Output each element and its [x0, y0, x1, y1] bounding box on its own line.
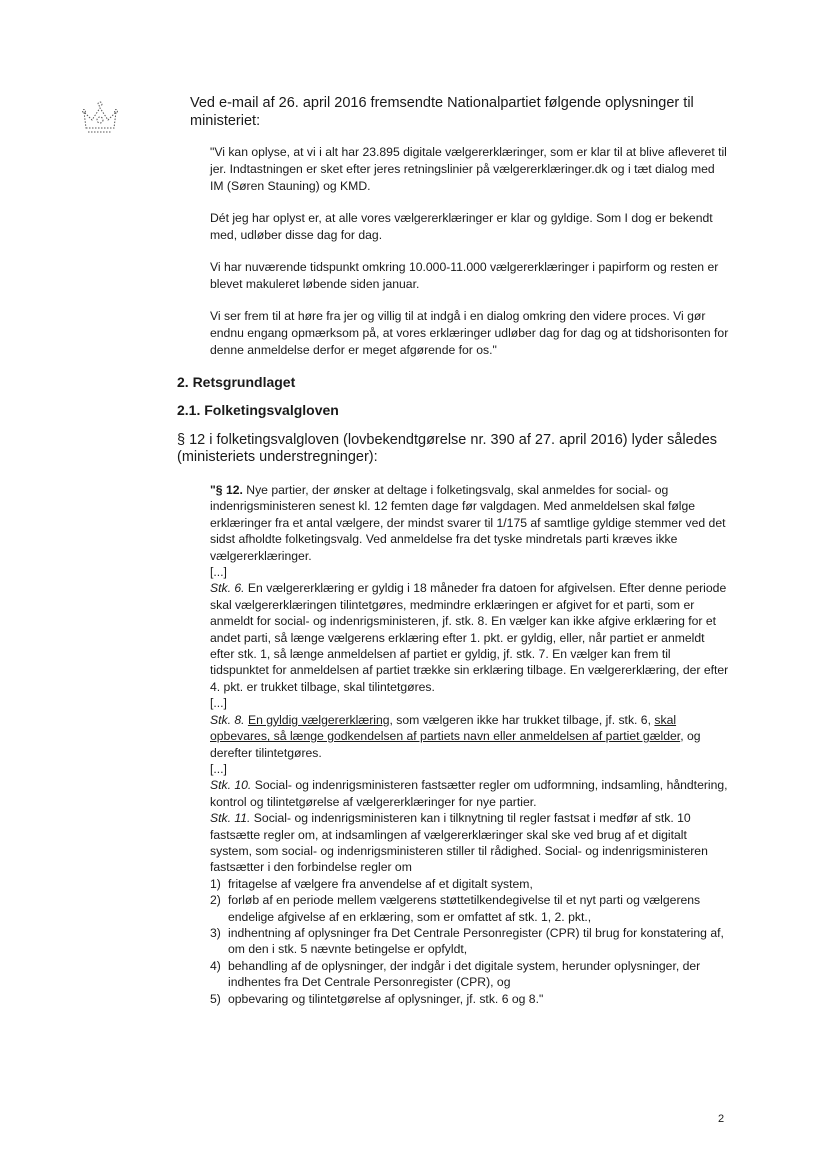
paragraph-12 [210, 482, 730, 564]
stk-8-underline-2: skal opbevares, så længe godkendelsen af partiets navn eller anmeldelsen af partiet gælder [210, 712, 681, 744]
stk-11-label: Stk. 11. [210, 811, 251, 826]
ellipsis: [...] [210, 696, 227, 711]
law-quote [210, 482, 730, 1007]
stk-8-mid: , som vælgeren ikke har trukket tilbage, jf. stk. 6, [389, 712, 655, 727]
stk-11-text: Social- og indenrigsministeren kan i tilknytning til regler fastsat i medfør af stk. 10 fastsætte regler om, at indsamlingen af vælgererklæringer skal ske ved brug af et digitalt system, som social- og indenrigsministeren stiller til rådighed. Social- og indenrigsministeren fastsætter i den forbindelse regler om [210, 811, 708, 875]
stk-10 [210, 777, 730, 810]
paragraph-12-text: Nye partier, der ønsker at deltage i folketingsvalg, skal anmeldes for social- og indenrigsministeren senest kl. 12 femten dage før valgdagen. Med anmeldelsen skal følge erklæringer fra et antal vælgere, der mindst svarer til 1/175 af samtlige gyldige stemmer ved det sidst afholdte folketingsvalg. Ved anmeldelse fra det tyske mindretals parti kræves ikke vælgererklæringer. [210, 483, 726, 563]
stk-11 [210, 810, 730, 876]
stk-6-label: Stk. 6. [210, 581, 245, 596]
stk-8-end: , og derefter tilintetgøres. [210, 729, 701, 760]
list-item: 1) fritagelse af vælgere fra anvendelse af et digitalt system, [210, 876, 533, 891]
stk-8-underline-1: En gyldig vælgererklæring [247, 712, 390, 727]
quote-paragraph: Vi har nuværende tidspunkt omkring 10.000-11.000 vælgererklæringer i papirform og resten er blevet makuleret løbende siden januar. [210, 260, 719, 291]
intro-paragraph: Ved e-mail af 26. april 2016 fremsendte Nationalpartiet følgende oplysninger til ministeriet: [190, 95, 694, 129]
list-item: 3) indhentning af oplysninger fra Det Centrale Personregister (CPR) til brug for konstatering af, om den i stk. 5 nævnte betingelse er opfyldt, [210, 925, 724, 957]
list-item: 4) behandling af de oplysninger, der indgår i det digitale system, herunder oplysninger, der indhentes fra Det Centrale Personregister (CPR), og [210, 958, 701, 990]
quote-paragraph: Vi ser frem til at høre fra jer og villig til at indgå i en dialog omkring den videre proces. Vi gør endnu engang opmærksom på, at vores erklæringer udløber dag for dag og at tidshorisonten for denne anmeldelse derfor er meget afgørende for os." [210, 309, 729, 357]
quote-paragraph: "Vi kan oplyse, at vi i alt har 23.895 digitale vælgererklæringer, som er klar til at blive afleveret til jer. Indtastningen er sket efter jeres retningslinier på vælgererklæringer.dk og i tæt dialog med IM (Søren Stauning) og KMD. [210, 145, 727, 193]
list-item: 5) opbevaring og tilintetgørelse af oplysninger, jf. stk. 6 og 8." [210, 991, 544, 1006]
stk-11-list [210, 876, 730, 1007]
stk-8 [210, 712, 730, 761]
ellipsis: [...] [210, 761, 227, 776]
section-2-1-paragraph: § 12 i folketingsvalgloven (lovbekendtgørelse nr. 390 af 27. april 2016) lyder således (ministeriets understregninger): [177, 432, 718, 465]
stk-10-text: Social- og indenrigsministeren fastsætter regler om udformning, indsamling, håndtering, kontrol og tilintetgørelse af vælgererklæringer for nye partier. [210, 778, 728, 809]
stk-8-label: Stk. 8. [210, 712, 245, 727]
paragraph-12-label: "§ 12. [210, 483, 243, 497]
ellipsis: [...] [210, 565, 227, 580]
quoted-email [210, 144, 730, 359]
crown-logo-icon [80, 98, 120, 138]
section-heading-2: 2. Retsgrundlaget [177, 374, 296, 390]
stk-10-label: Stk. 10. [210, 778, 252, 793]
quote-paragraph: Dét jeg har oplyst er, at alle vores vælgererklæringer er klar og gyldige. Som I dog er bekendt med, udløber disse dag for dag. [210, 211, 713, 242]
document-body [177, 94, 730, 1007]
section-heading-2-1: 2.1. Folketingsvalgloven [177, 402, 339, 418]
stk-6-text: En vælgererklæring er gyldig i 18 måneder fra datoen for afgivelsen. Efter denne periode skal vælgererklæringen tilintetgøres, medmindre erklæringen er afgivet for et parti, som er anmeldt for social- og indenrigsministeren, jf. stk. 8. En vælger kan ikke afgive erklæring for et andet parti, så længe vælgerens erklæring efter 1. pkt. er gyldig, eller, når partiet er anmeldt efter stk. 1, så længe anmeldelsen af partiet er gyldig, jf. stk. 7. En vælger kan frem til tidspunktet for anmeldelsen af partiet trække sin erklæring tilbage. En vælgererklæring, der efter 4. pkt. er trukket tilbage, skal tilintetgøres. [210, 581, 729, 694]
stk-6 [210, 580, 730, 695]
list-item: 2) forløb af en periode mellem vælgerens støttetilkendegivelse til et nyt parti og vælgerens endelige afgivelse af en erklæring, som er omfattet af stk. 1, 2. pkt., [210, 893, 701, 924]
page-number: 2 [718, 1113, 725, 1125]
